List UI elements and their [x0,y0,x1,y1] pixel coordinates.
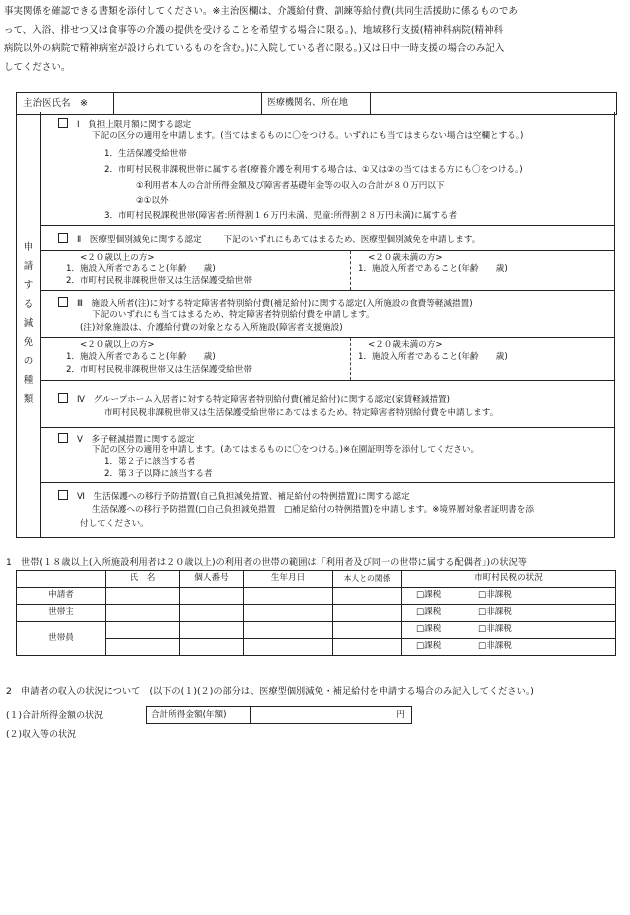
reduction-type-table [16,112,615,538]
birth-cell[interactable] [244,605,333,622]
intro-line: 病院以外の病院で精神病室が設けられているものを含む。)に入院している者に限る。)又は日中一時支援の場合のみ記入 [4,43,505,54]
doctor-name-field[interactable] [114,93,262,114]
id-cell[interactable] [180,639,244,656]
relation-cell[interactable] [333,588,402,605]
col-birth: 生年月日 [244,571,333,588]
section-5-title: Ⅴ 多子軽減措置に関する認定 [77,435,195,445]
doctor-name-label: 主治医氏名 ※ [17,93,114,114]
section-3-left-item: 2．市町村民税非課税世帯又は生活保護受給世帯 [66,365,252,375]
section-3-desc: 下記のいずれにも当てはまるため、特定障害者特別給付費を申請します。 [92,310,375,320]
section-2-title: Ⅱ 医療型個別減免に関する認定 [77,235,202,245]
section-6 [40,483,615,537]
section-3-age-split [40,338,615,381]
id-cell[interactable] [180,605,244,622]
section-1 [40,112,615,226]
section-2-left-item: 2．市町村民税非課税世帯又は生活保護受給世帯 [66,276,252,286]
birth-cell[interactable] [244,622,333,639]
section-2-left-head: <２０歳以上の方> [80,253,155,263]
row-head: 世帯主 [17,605,106,622]
section-5-desc: 下記の区分の適用を申請します。(あてはまるものに〇をつける。)※在園証明等を添付してください。 [92,445,480,455]
birth-cell[interactable] [244,588,333,605]
section-1-desc: 下記の区分の適用を申請します。(当てはまるものに〇をつける。いずれにも当てはまらない場合は空欄とする。) [92,131,524,141]
taxed-checkbox[interactable]: □課税 [416,607,442,618]
taxed-checkbox[interactable]: □課税 [416,641,442,652]
income-unit: 円 [396,710,405,720]
col-name: 氏 名 [106,571,180,588]
row-applicant: 申請者 [17,588,106,605]
section-2-desc: 下記のいずれにもあてはまるため、医療型個別減免を申請します。 [223,235,481,245]
section-2-right-item: 1．施設入所者であること(年齢 歳) [358,264,508,274]
untaxed-checkbox[interactable]: □非課税 [478,624,512,635]
section-3-right-item: 1．施設入所者であること(年齢 歳) [358,352,508,362]
id-cell[interactable] [180,588,244,605]
section-4-desc: 市町村民税非課税世帯又は生活保護受給世帯にあてはまるため、特定障害者特別給付費を申請します。 [104,408,499,418]
institution-label: 医療機関名、所在地 [261,93,371,114]
taxed-checkbox[interactable]: □課税 [416,590,442,601]
section-6-title: Ⅵ 生活保護への移行予防措置(自己負担減免措置、補足給付の特例措置)に関する認定 [77,492,410,502]
section-1-option-2: 2．市町村民税非課税世帯に属する者(療養介護を利用する場合は、①又は②の当てはまる方にも〇をつける。) [104,165,523,175]
intro-line: って、入浴、排せつ又は食事等の介護の提供を受けることを希望する場合に限る。)、地域移行支援(精神科病院(精神科 [4,24,504,36]
section-6-checkbox[interactable] [58,490,68,500]
section-2-right-head: <２０歳未満の方> [368,253,443,263]
taxed-checkbox[interactable]: □課税 [416,624,442,635]
section-4-title: Ⅳ グループホーム入居者に対する特定障害者特別給付費(補足給付)に関する認定(家賃軽減措置) [77,395,450,405]
intro-paragraph [4,3,626,77]
income-item-2: (２)収入等の状況 [6,730,77,740]
income-item-1: (１)合計所得金額の状況 [6,711,104,721]
relation-cell[interactable] [333,639,402,656]
section-3-checkbox[interactable] [58,297,68,307]
section-1-option-3: 3．市町村民税課税世帯(障害者:所得割１６万円未満、児童:所得割２８万円未満)に属する者 [104,211,458,221]
section-3-right-head: <２０歳未満の方> [368,340,443,350]
section-1-sub-2: ②①以外 [136,196,169,206]
section-5-option-1: 1．第２子に該当する者 [104,457,196,467]
section-1-checkbox[interactable] [58,118,68,128]
section-3-note: (注)対象施設は、介護給付費の対象となる入所施設(障害者支援施設) [80,323,343,333]
section-3-left-head: <２０歳以上の方> [80,340,155,350]
income-total-box [146,706,412,724]
birth-cell[interactable] [244,639,333,656]
section-4-checkbox[interactable] [58,393,68,403]
intro-line: してください。 [4,61,71,73]
section-6-desc-cont: 付してください。 [80,519,149,529]
side-label-column [17,112,41,537]
col-tax: 市町村民税の状況 [402,571,616,588]
section-2 [40,226,615,251]
relation-cell[interactable] [333,622,402,639]
untaxed-checkbox[interactable]: □非課税 [478,641,512,652]
household-title: 1 世帯(１８歳以上(入所施設利用者は２０歳以上)の利用者の世帯の範囲は「利用者及び同一の世帯に属する配偶者」)の状況等 [6,557,527,568]
row-member: 世帯員 [17,622,106,656]
col-id: 個人番号 [180,571,244,588]
name-cell[interactable] [106,588,180,605]
section-2-age-split [40,251,615,291]
section-6-desc: 生活保護への移行予防措置(□自己負担減免措置 □補足給付の特例措置)を申請します。※境界層対象者証明書を添 [92,505,534,515]
name-cell[interactable] [106,639,180,656]
section-2-left-item: 1．施設入所者であること(年齢 歳) [66,264,216,274]
col-relation: 本人との関係 [333,571,402,588]
income-title: 2 申請者の収入の状況について (以下の(１)(２)の部分は、医療型個別減免・補足給付を申請する場合のみ記入してください。) [6,686,534,697]
section-1-title: Ⅰ 負担上限月額に関する認定 [77,120,192,130]
name-cell[interactable] [106,622,180,639]
section-4 [40,381,615,428]
section-5-checkbox[interactable] [58,433,68,443]
household-table [16,570,616,656]
section-3 [40,291,615,338]
section-2-checkbox[interactable] [58,233,68,243]
section-1-sub-1: ①利用者本人の合計所得金額及び障害者基礎年金等の収入の合計が８０万円以下 [136,181,445,191]
name-cell[interactable] [106,605,180,622]
relation-cell[interactable] [333,605,402,622]
id-cell[interactable] [180,622,244,639]
section-5 [40,428,615,483]
section-3-title: Ⅲ 施設入所者(注)に対する特定障害者特別給付費(補足給付)に関する認定(入所施設の食費等軽減措置) [77,299,473,309]
section-5-option-2: 2．第３子以降に該当する者 [104,469,213,479]
section-1-option-1: 1．生活保護受給世帯 [104,149,187,159]
side-label: 申 請 す る 減 免 の 種 類 [23,242,34,405]
intro-line: 事実関係を確認できる書類を添付してください。※主治医欄は、介護給付費、訓練等給付費(共同生活援助に係るものであ [4,6,518,17]
untaxed-checkbox[interactable]: □非課税 [478,607,512,618]
section-3-left-item: 1．施設入所者であること(年齢 歳) [66,352,216,362]
income-total-label: 合計所得金額(年額) [147,707,251,723]
untaxed-checkbox[interactable]: □非課税 [478,590,512,601]
